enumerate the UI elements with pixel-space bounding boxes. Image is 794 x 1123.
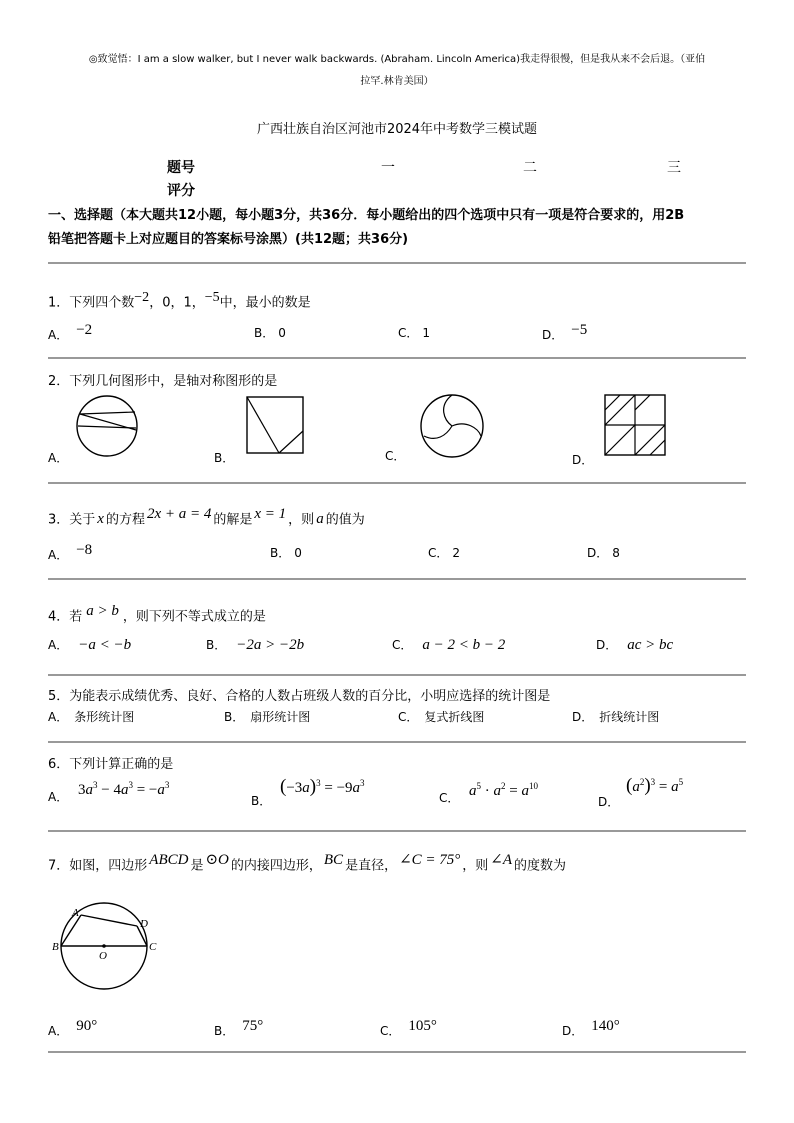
motto-line-1: ◎致觉悟：I am a slow walker, but I never walk backwards. (Abraham. Lincoln America)我走得很慢，但是我从来不会后退。（亚伯 — [88, 54, 706, 65]
question-2-option-c[interactable]: C． — [385, 449, 406, 463]
question-6-option-b-letter[interactable]: B． — [251, 794, 272, 808]
question-6-stem: 6．下列计算正确的是 — [48, 757, 174, 772]
question-4-option-b[interactable] — [206, 636, 304, 654]
question-1-option-b[interactable] — [254, 324, 286, 341]
question-1-option-c[interactable] — [398, 324, 430, 341]
question-4-option-d[interactable] — [596, 636, 673, 654]
question-3-option-d[interactable] — [587, 544, 620, 561]
divider — [48, 578, 746, 580]
option-letter: D． — [587, 546, 609, 560]
question-2-option-a[interactable]: A． — [48, 451, 69, 465]
option-letter: B． — [206, 638, 227, 652]
option-text: −8 — [76, 542, 93, 558]
divider — [48, 830, 746, 832]
stem-text: 中，最小的数是 — [219, 295, 311, 311]
question-3-option-c[interactable] — [428, 544, 460, 561]
stem-text: ，则 — [462, 858, 489, 874]
divider — [48, 674, 746, 676]
option-letter: D． — [542, 328, 564, 342]
math-expr: ∠A — [490, 852, 513, 868]
question-6-option-d-expr: $(a^2)^3 = a^5$ — [626, 775, 684, 796]
option-text: −2 — [76, 322, 93, 338]
score-table-col-2: 二 — [523, 160, 537, 176]
question-7-stem — [48, 850, 566, 873]
option-letter: C． — [380, 1024, 401, 1038]
stem-text: 是 — [190, 858, 204, 874]
question-2-option-d[interactable]: D． — [572, 453, 594, 467]
math-expr: −5 — [204, 290, 220, 305]
question-5-stem: 5．为能表示成绩优秀、良好、合格的人数占班级人数的百分比，小明应选择的统计图是 — [48, 689, 551, 704]
score-table-col-1: 一 — [381, 160, 395, 176]
stem-text: 7．如图，四边形 — [48, 858, 148, 874]
circle-chords-figure — [72, 394, 144, 460]
math-expr: a — [316, 511, 324, 528]
question-7-option-a[interactable] — [48, 1018, 97, 1039]
option-letter: C． — [398, 710, 419, 724]
question-7-option-b[interactable] — [214, 1018, 263, 1039]
question-3-stem — [48, 506, 365, 528]
stem-text: 的值为 — [325, 512, 365, 528]
question-2-stem: 2．下列几何图形中，是轴对称图形的是 — [48, 374, 278, 389]
math-expr: 2x + a = 4 — [146, 506, 212, 522]
point-label-a: A — [72, 907, 79, 919]
stem-text: ，则下列不等式成立的是 — [122, 609, 266, 625]
option-letter: A． — [48, 548, 69, 562]
math-expr: ∠C = 75° — [399, 852, 461, 868]
square-lines-figure — [245, 394, 307, 458]
math-expr: BC — [323, 852, 344, 868]
option-letter: D． — [572, 710, 594, 724]
option-letter: A． — [48, 710, 69, 724]
question-6-option-a-expr: $3a^3 - 4a^3 = -a^3$ — [78, 780, 170, 798]
question-1-option-d[interactable] — [542, 322, 587, 343]
stem-text: 是直径， — [345, 858, 398, 874]
point-label-c: C — [149, 941, 157, 953]
option-text: −a < −b — [78, 637, 132, 653]
stem-text: 4．若 — [48, 609, 83, 625]
question-5-option-b[interactable] — [224, 708, 310, 725]
option-letter: C． — [398, 326, 419, 340]
option-text: 1 — [422, 326, 431, 340]
question-7-option-c[interactable] — [380, 1018, 437, 1039]
option-text: a − 2 < b − 2 — [422, 637, 506, 653]
math-expr: −2 — [134, 290, 150, 305]
option-text: 105° — [408, 1018, 437, 1034]
option-text: 扇形统计图 — [250, 710, 311, 724]
option-letter: B． — [270, 546, 291, 560]
stem-text: 的度数为 — [514, 858, 567, 874]
question-6-option-b-expr: $(-3a)^3 = -9a^3$ — [280, 776, 365, 797]
question-7-option-d[interactable] — [562, 1018, 620, 1039]
question-2-option-b[interactable]: B． — [214, 451, 235, 465]
stem-text: 的解是 — [213, 512, 253, 528]
exam-title: 广西壮族自治区河池市2024年中考数学三模试题 — [256, 122, 538, 137]
option-text: 140° — [591, 1018, 620, 1034]
stem-text: 的内接四边形， — [230, 858, 322, 874]
option-text: 折线统计图 — [599, 710, 660, 724]
section-heading-line-1: 一、选择题（本大题共12小题，每小题3分，共36分．每小题给出的四个选项中只有一项是符合要求的，用2B — [48, 208, 685, 223]
score-table-row-label: 评分 — [167, 183, 195, 199]
divider — [48, 741, 746, 743]
score-table-header-label: 题号 — [167, 160, 195, 176]
math-expr: a > b — [86, 603, 119, 619]
question-5-option-d[interactable] — [572, 708, 659, 725]
question-1-option-a[interactable] — [48, 322, 92, 343]
option-letter: A． — [48, 328, 69, 342]
question-1-stem — [48, 290, 311, 310]
stem-text: ，0，1， — [149, 295, 205, 311]
question-5-option-c[interactable] — [398, 708, 484, 725]
point-label-o: O — [99, 950, 107, 962]
motto-line-2: 拉罕.林肯美国） — [360, 76, 434, 87]
divider — [48, 262, 746, 264]
grid-squares-figure — [601, 392, 669, 458]
option-letter: C． — [428, 546, 449, 560]
math-expr: x = 1 — [254, 506, 287, 522]
math-expr: ABCD — [149, 852, 189, 868]
option-text: 75° — [242, 1018, 264, 1034]
question-4-option-a[interactable] — [48, 636, 131, 654]
stem-text: 3．关于 — [48, 512, 96, 528]
point-label-b: B — [52, 941, 59, 953]
stem-text: ，则 — [288, 512, 315, 528]
option-text: 0 — [294, 546, 302, 560]
inscribed-quadrilateral-figure — [48, 896, 162, 992]
divider — [48, 482, 746, 484]
option-text: −2a > −2b — [236, 637, 305, 653]
option-letter: B． — [214, 1024, 235, 1038]
question-4-stem — [48, 603, 266, 624]
option-text: 0 — [278, 326, 286, 340]
stem-text: 1．下列四个数 — [48, 295, 135, 311]
question-6-option-c-expr: $a^5 \cdot a^2 = a^{10}$ — [469, 781, 538, 799]
question-6-option-d-letter[interactable]: D． — [598, 795, 620, 809]
option-text: 复式折线图 — [424, 710, 485, 724]
option-letter: A． — [48, 638, 69, 652]
circle-arcs-figure — [418, 392, 486, 460]
question-4-option-c[interactable] — [392, 636, 505, 654]
question-3-option-b[interactable] — [270, 544, 302, 561]
question-5-option-a[interactable] — [48, 708, 134, 725]
score-table-col-3: 三 — [667, 160, 681, 176]
option-letter: B． — [254, 326, 275, 340]
divider — [48, 357, 746, 359]
question-6-option-c-letter[interactable]: C． — [439, 791, 460, 805]
option-letter: C． — [392, 638, 413, 652]
question-3-option-a[interactable] — [48, 542, 92, 563]
option-text: 90° — [76, 1018, 98, 1034]
option-letter: D． — [596, 638, 618, 652]
option-text: 8 — [612, 546, 620, 560]
option-text: −5 — [571, 322, 588, 338]
option-letter: A． — [48, 1024, 69, 1038]
option-letter: B． — [224, 710, 245, 724]
option-letter: D． — [562, 1024, 584, 1038]
math-expr: ⊙O — [205, 852, 229, 868]
stem-text: 的方程 — [105, 512, 145, 528]
question-6-option-a-letter[interactable]: A． — [48, 790, 69, 804]
option-text: 条形统计图 — [74, 710, 135, 724]
section-heading-line-2: 铅笔把答题卡上对应题目的答案标号涂黑）(共12题；共36分) — [48, 232, 409, 247]
math-expr: x — [97, 511, 104, 528]
point-label-d: D — [140, 918, 148, 930]
divider — [48, 1051, 746, 1053]
option-text: 2 — [452, 546, 461, 560]
option-text: ac > bc — [627, 637, 674, 653]
